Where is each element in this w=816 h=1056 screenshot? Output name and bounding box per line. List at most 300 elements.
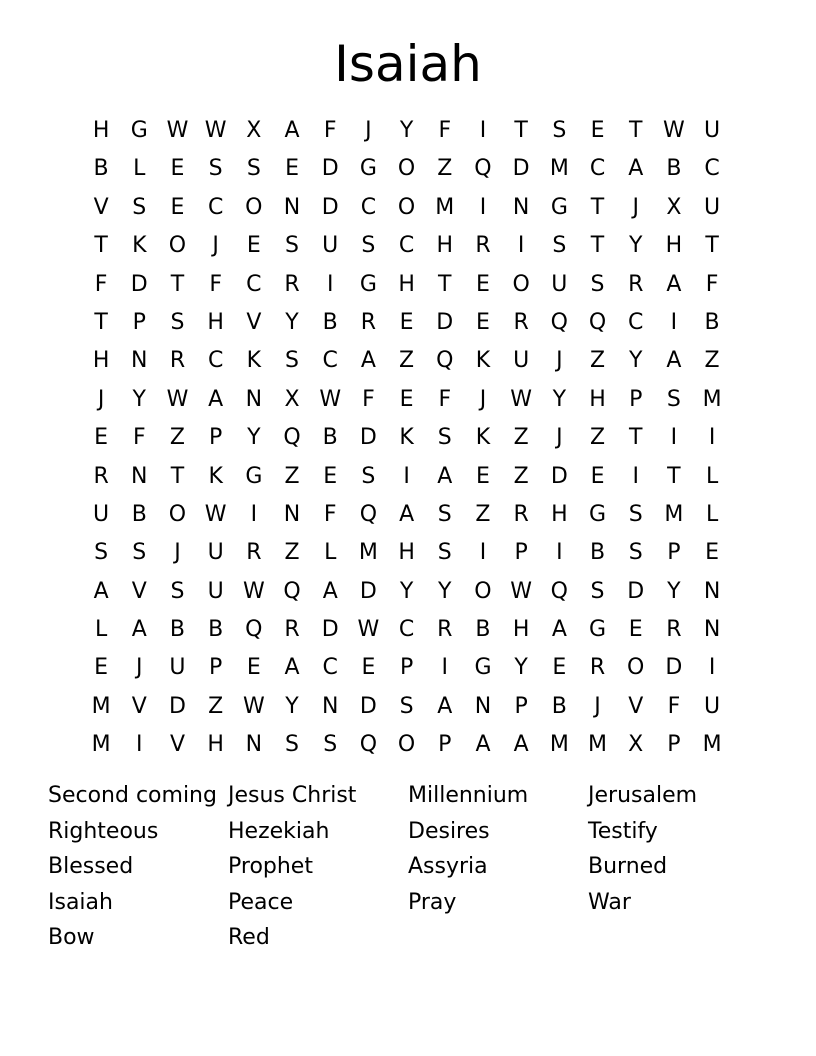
grid-letter: E	[246, 655, 261, 681]
grid-letter: A	[322, 578, 338, 604]
grid-row	[82, 726, 732, 764]
grid-letter: Y	[628, 233, 643, 259]
grid-letter: V	[131, 578, 147, 604]
grid-letter: B	[666, 156, 682, 182]
grid-letter: S	[437, 540, 452, 566]
grid-letter: C	[246, 271, 262, 297]
grid-row	[82, 688, 732, 726]
grid-letter: T	[705, 233, 719, 259]
grid-letter: H	[92, 118, 110, 143]
grid-letter: W	[357, 617, 380, 643]
grid-letter: J	[136, 655, 143, 681]
grid-letter: Y	[628, 348, 643, 374]
grid-letter: M	[358, 540, 378, 566]
grid-letter: R	[93, 463, 109, 489]
grid-letter: D	[359, 693, 377, 719]
grid-letter: D	[550, 463, 568, 489]
grid-letter: A	[360, 348, 376, 374]
grid-letter: A	[513, 732, 529, 758]
grid-letter: N	[283, 194, 301, 220]
grid-letter: J	[632, 194, 639, 220]
grid-letter: I	[479, 540, 487, 566]
grid-letter: J	[174, 540, 181, 566]
grid-letter: E	[552, 655, 567, 681]
grid-letter: Z	[513, 425, 529, 451]
grid-letter: H	[207, 309, 224, 335]
grid-letter: M	[91, 732, 111, 758]
grid-row	[82, 189, 732, 227]
word-list-item: Desires	[408, 818, 490, 844]
grid-letter: V	[246, 309, 262, 335]
word-list-item: Second coming	[48, 783, 217, 808]
grid-letter: C	[322, 655, 338, 681]
grid-row	[82, 112, 732, 150]
grid-letter: S	[552, 118, 567, 143]
grid-letter: R	[169, 348, 186, 374]
grid-row	[82, 381, 732, 419]
grid-letter: G	[130, 118, 148, 143]
grid-letter: A	[475, 732, 491, 758]
grid-letter: C	[398, 233, 415, 259]
grid-letter: Y	[552, 386, 567, 412]
grid-letter: R	[513, 309, 529, 335]
grid-row	[82, 611, 732, 649]
grid-letter: W	[166, 386, 189, 412]
grid-letter: Z	[589, 348, 606, 374]
grid-letter: Z	[284, 463, 300, 489]
grid-letter: S	[399, 693, 414, 719]
grid-letter: Q	[550, 578, 568, 604]
grid-letter: H	[589, 386, 606, 412]
grid-letter: F	[705, 271, 719, 297]
grid-letter: S	[628, 501, 643, 527]
grid-letter: A	[437, 463, 453, 489]
grid-letter: F	[323, 501, 337, 527]
grid-letter: J	[212, 233, 219, 259]
grid-row	[82, 496, 732, 534]
grid-letter: I	[708, 655, 716, 681]
grid-letter: K	[208, 463, 223, 489]
grid-letter: C	[398, 617, 415, 643]
grid-letter: L	[133, 156, 146, 182]
grid-letter: H	[512, 617, 530, 643]
grid-row	[82, 227, 732, 265]
grid-letter: Y	[285, 693, 299, 719]
grid-letter: M	[702, 732, 722, 758]
grid-letter: F	[323, 118, 337, 143]
grid-letter: H	[436, 233, 454, 259]
grid-letter: F	[667, 693, 681, 719]
word-list-item: Jesus Christ	[228, 783, 357, 808]
grid-letter: S	[666, 386, 681, 412]
grid-letter: F	[94, 271, 108, 297]
grid-letter: I	[250, 501, 258, 527]
grid-letter: S	[285, 732, 300, 758]
grid-letter: N	[131, 463, 148, 489]
grid-letter: R	[666, 617, 682, 643]
word-list-item: Testify	[588, 818, 658, 844]
grid-letter: Q	[283, 578, 301, 604]
grid-letter: S	[552, 233, 567, 259]
word-list-item: Bow	[48, 925, 95, 950]
grid-letter: V	[93, 194, 109, 220]
grid-letter: C	[322, 348, 338, 374]
grid-letter: J	[556, 425, 563, 451]
grid-letter: Z	[513, 463, 529, 489]
grid-letter: P	[399, 655, 414, 681]
grid-letter: Q	[359, 732, 378, 758]
grid-letter: O	[168, 233, 187, 259]
grid-letter: E	[705, 540, 720, 566]
grid-letter: S	[361, 233, 376, 259]
grid-letter: E	[285, 156, 299, 182]
grid-letter: G	[245, 463, 263, 489]
grid-letter: B	[208, 617, 224, 643]
grid-letter: T	[667, 463, 681, 489]
grid-letter: T	[628, 118, 643, 143]
grid-letter: H	[92, 348, 110, 374]
grid-row	[82, 458, 732, 496]
grid-letter: Z	[437, 156, 453, 182]
grid-letter: O	[397, 732, 416, 758]
grid-letter: H	[398, 540, 415, 566]
grid-letter: E	[590, 118, 605, 143]
grid-letter: P	[667, 540, 681, 566]
grid-letter: S	[246, 156, 261, 182]
grid-letter: Y	[285, 309, 299, 335]
page-title: Isaiah	[334, 35, 482, 93]
grid-letter: S	[132, 540, 147, 566]
grid-letter: P	[209, 655, 223, 681]
grid-letter: A	[666, 271, 682, 297]
grid-letter: S	[323, 732, 338, 758]
grid-letter: X	[628, 732, 644, 758]
grid-letter: T	[94, 233, 108, 259]
grid-letter: G	[550, 194, 568, 220]
grid-letter: R	[246, 540, 262, 566]
grid-letter: A	[666, 348, 682, 374]
grid-row	[82, 342, 732, 380]
grid-letter: R	[628, 271, 644, 297]
grid-letter: S	[628, 540, 643, 566]
grid-letter: Z	[589, 425, 606, 451]
grid-letter: R	[437, 617, 453, 643]
grid-letter: O	[168, 501, 187, 527]
grid-letter: X	[666, 194, 682, 220]
grid-letter: P	[514, 540, 528, 566]
grid-letter: U	[93, 501, 110, 527]
grid-letter: N	[245, 386, 263, 412]
grid-letter: S	[285, 233, 300, 259]
grid-letter: Y	[132, 386, 146, 412]
grid-letter: P	[667, 732, 681, 758]
grid-letter: C	[207, 348, 224, 374]
grid-letter: B	[475, 617, 491, 643]
grid-letter: U	[322, 233, 339, 259]
letter-grid	[82, 112, 732, 765]
grid-letter: E	[590, 463, 605, 489]
grid-letter: Q	[550, 309, 568, 335]
grid-letter: O	[512, 271, 530, 297]
grid-letter: Z	[208, 693, 224, 719]
grid-letter: E	[476, 271, 490, 297]
grid-letter: L	[94, 617, 108, 643]
grid-letter: E	[628, 617, 643, 643]
grid-letter: B	[322, 309, 338, 335]
grid-letter: Z	[704, 348, 720, 374]
grid-letter: B	[704, 309, 720, 335]
grid-letter: U	[207, 540, 224, 566]
grid-letter: L	[324, 540, 337, 566]
grid-letter: D	[321, 617, 339, 643]
grid-letter: T	[590, 233, 605, 259]
grid-letter: N	[321, 693, 339, 719]
grid-letter: B	[131, 501, 147, 527]
grid-letter: E	[476, 309, 490, 335]
grid-letter: C	[360, 194, 377, 220]
grid-letter: M	[435, 194, 455, 220]
grid-letter: E	[323, 463, 338, 489]
grid-letter: S	[170, 578, 185, 604]
grid-letter: N	[474, 693, 492, 719]
grid-letter: S	[132, 194, 147, 220]
grid-row	[82, 534, 732, 572]
grid-letter: Z	[399, 348, 415, 374]
grid-letter: M	[664, 501, 684, 527]
grid-letter: F	[438, 118, 452, 143]
grid-letter: G	[589, 617, 607, 643]
grid-letter: K	[399, 425, 414, 451]
grid-letter: A	[93, 578, 109, 604]
grid-letter: H	[398, 271, 415, 297]
grid-letter: Y	[399, 118, 414, 143]
grid-letter: W	[319, 386, 342, 412]
grid-letter: F	[132, 425, 146, 451]
grid-letter: G	[359, 271, 377, 297]
grid-letter: V	[169, 732, 185, 758]
grid-letter: T	[438, 271, 452, 297]
grid-letter: S	[590, 271, 605, 297]
grid-letter: T	[94, 309, 108, 335]
word-list-item: Jerusalem	[588, 783, 698, 808]
grid-letter: E	[170, 156, 185, 182]
grid-letter: H	[551, 501, 568, 527]
grid-letter: K	[246, 348, 262, 374]
grid-letter: U	[704, 118, 721, 143]
grid-letter: R	[513, 501, 529, 527]
grid-letter: B	[589, 540, 606, 566]
grid-letter: W	[510, 578, 533, 604]
grid-letter: R	[360, 309, 377, 335]
grid-letter: Y	[514, 655, 528, 681]
grid-letter: U	[704, 194, 721, 220]
grid-letter: N	[131, 348, 148, 374]
grid-row	[82, 419, 732, 457]
grid-letter: Y	[247, 425, 261, 451]
grid-letter: D	[359, 425, 377, 451]
grid-letter: S	[170, 309, 185, 335]
grid-letter: I	[632, 463, 639, 489]
grid-letter: G	[589, 501, 607, 527]
grid-letter: T	[170, 463, 185, 489]
grid-letter: J	[365, 118, 372, 143]
grid-letter: I	[556, 540, 563, 566]
grid-letter: I	[441, 655, 449, 681]
grid-letter: B	[169, 617, 186, 643]
grid-letter: I	[479, 118, 487, 143]
word-list-item: Peace	[228, 889, 294, 915]
grid-letter: R	[589, 655, 606, 681]
grid-letter: I	[670, 309, 678, 335]
grid-letter: D	[321, 194, 339, 220]
grid-letter: N	[283, 501, 301, 527]
grid-row	[82, 150, 732, 188]
grid-letter: B	[551, 693, 567, 719]
word-list-item: Burned	[588, 854, 668, 879]
grid-letter: I	[708, 425, 716, 451]
grid-letter: R	[284, 617, 300, 643]
grid-letter: E	[399, 386, 414, 412]
grid-letter: K	[475, 348, 491, 374]
grid-letter: U	[551, 271, 568, 297]
grid-letter: N	[245, 732, 263, 758]
grid-letter: E	[94, 655, 109, 681]
grid-letter: D	[321, 156, 339, 182]
grid-letter: U	[513, 348, 530, 374]
grid-letter: I	[517, 233, 525, 259]
grid-letter: Q	[245, 617, 263, 643]
grid-row	[82, 304, 732, 342]
grid-letter: A	[131, 617, 147, 643]
grid-letter: L	[705, 501, 719, 527]
grid-letter: U	[704, 693, 721, 719]
grid-letter: E	[399, 309, 414, 335]
grid-letter: Y	[399, 578, 414, 604]
grid-letter: D	[665, 655, 683, 681]
grid-letter: I	[670, 425, 678, 451]
grid-letter: W	[663, 118, 685, 143]
word-list-item: Assyria	[408, 854, 488, 879]
grid-letter: P	[514, 693, 528, 719]
grid-letter: S	[361, 463, 376, 489]
grid-letter: C	[704, 156, 720, 182]
grid-letter: P	[132, 309, 146, 335]
grid-letter: I	[136, 732, 143, 758]
grid-letter: E	[476, 463, 490, 489]
grid-letter: F	[209, 271, 222, 297]
grid-letter: C	[628, 309, 644, 335]
grid-letter: T	[170, 271, 185, 297]
grid-letter: S	[437, 501, 452, 527]
grid-letter: D	[130, 271, 148, 297]
grid-letter: E	[170, 194, 185, 220]
grid-letter: C	[589, 156, 606, 182]
grid-letter: W	[204, 118, 227, 143]
grid-row	[82, 649, 732, 687]
grid-letter: E	[246, 233, 261, 259]
grid-letter: Y	[438, 578, 452, 604]
grid-letter: K	[475, 425, 491, 451]
grid-letter: B	[322, 425, 338, 451]
grid-letter: D	[359, 578, 377, 604]
grid-letter: Z	[284, 540, 300, 566]
grid-letter: J	[479, 386, 487, 412]
grid-letter: X	[246, 118, 262, 143]
grid-letter: U	[207, 578, 224, 604]
grid-letter: T	[590, 194, 605, 220]
grid-letter: V	[131, 693, 147, 719]
grid-letter: Y	[667, 578, 681, 604]
word-list-item: Prophet	[228, 854, 313, 879]
grid-row	[82, 266, 732, 304]
grid-letter: Z	[169, 425, 185, 451]
grid-letter: A	[437, 693, 453, 719]
grid-letter: D	[436, 309, 454, 335]
grid-letter: N	[703, 617, 721, 643]
grid-letter: Q	[474, 156, 492, 182]
grid-letter: S	[590, 578, 605, 604]
grid-letter: M	[588, 732, 608, 758]
grid-letter: A	[208, 386, 224, 412]
grid-letter: D	[168, 693, 186, 719]
grid-letter: O	[627, 655, 645, 681]
grid-letter: H	[207, 732, 224, 758]
word-list-item: Red	[228, 925, 270, 950]
grid-letter: F	[438, 386, 452, 412]
grid-letter: D	[627, 578, 645, 604]
grid-letter: A	[628, 156, 644, 182]
grid-letter: J	[97, 386, 105, 412]
grid-letter: N	[703, 578, 721, 604]
grid-letter: U	[169, 655, 186, 681]
grid-letter: G	[359, 156, 377, 182]
grid-letter: L	[705, 463, 719, 489]
grid-letter: C	[207, 194, 224, 220]
grid-letter: G	[474, 655, 492, 681]
grid-letter: M	[91, 693, 111, 719]
grid-letter: O	[397, 156, 416, 182]
grid-letter: A	[551, 617, 567, 643]
grid-letter: P	[438, 732, 452, 758]
grid-row	[82, 573, 732, 611]
grid-letter: Q	[283, 425, 301, 451]
grid-letter: B	[93, 156, 109, 182]
grid-letter: I	[403, 463, 410, 489]
grid-letter: W	[242, 693, 265, 719]
word-list-item: Pray	[408, 889, 457, 915]
grid-letter: E	[361, 655, 376, 681]
grid-letter: Q	[588, 309, 607, 335]
word-list	[48, 778, 768, 956]
grid-letter: A	[399, 501, 415, 527]
word-list-item: Righteous	[48, 818, 159, 844]
grid-letter: X	[284, 386, 300, 412]
grid-letter: P	[629, 386, 643, 412]
grid-letter: H	[665, 233, 683, 259]
word-list-item: Hezekiah	[228, 818, 330, 844]
grid-letter: M	[549, 732, 569, 758]
grid-letter: A	[284, 655, 300, 681]
word-list-item: Millennium	[408, 783, 529, 808]
grid-letter: S	[208, 156, 223, 182]
grid-letter: T	[514, 118, 528, 143]
grid-letter: M	[702, 386, 722, 412]
grid-letter: I	[326, 271, 334, 297]
grid-letter: S	[437, 425, 452, 451]
grid-letter: D	[512, 156, 530, 182]
word-list-item: Isaiah	[48, 889, 113, 915]
grid-letter: J	[556, 348, 563, 374]
